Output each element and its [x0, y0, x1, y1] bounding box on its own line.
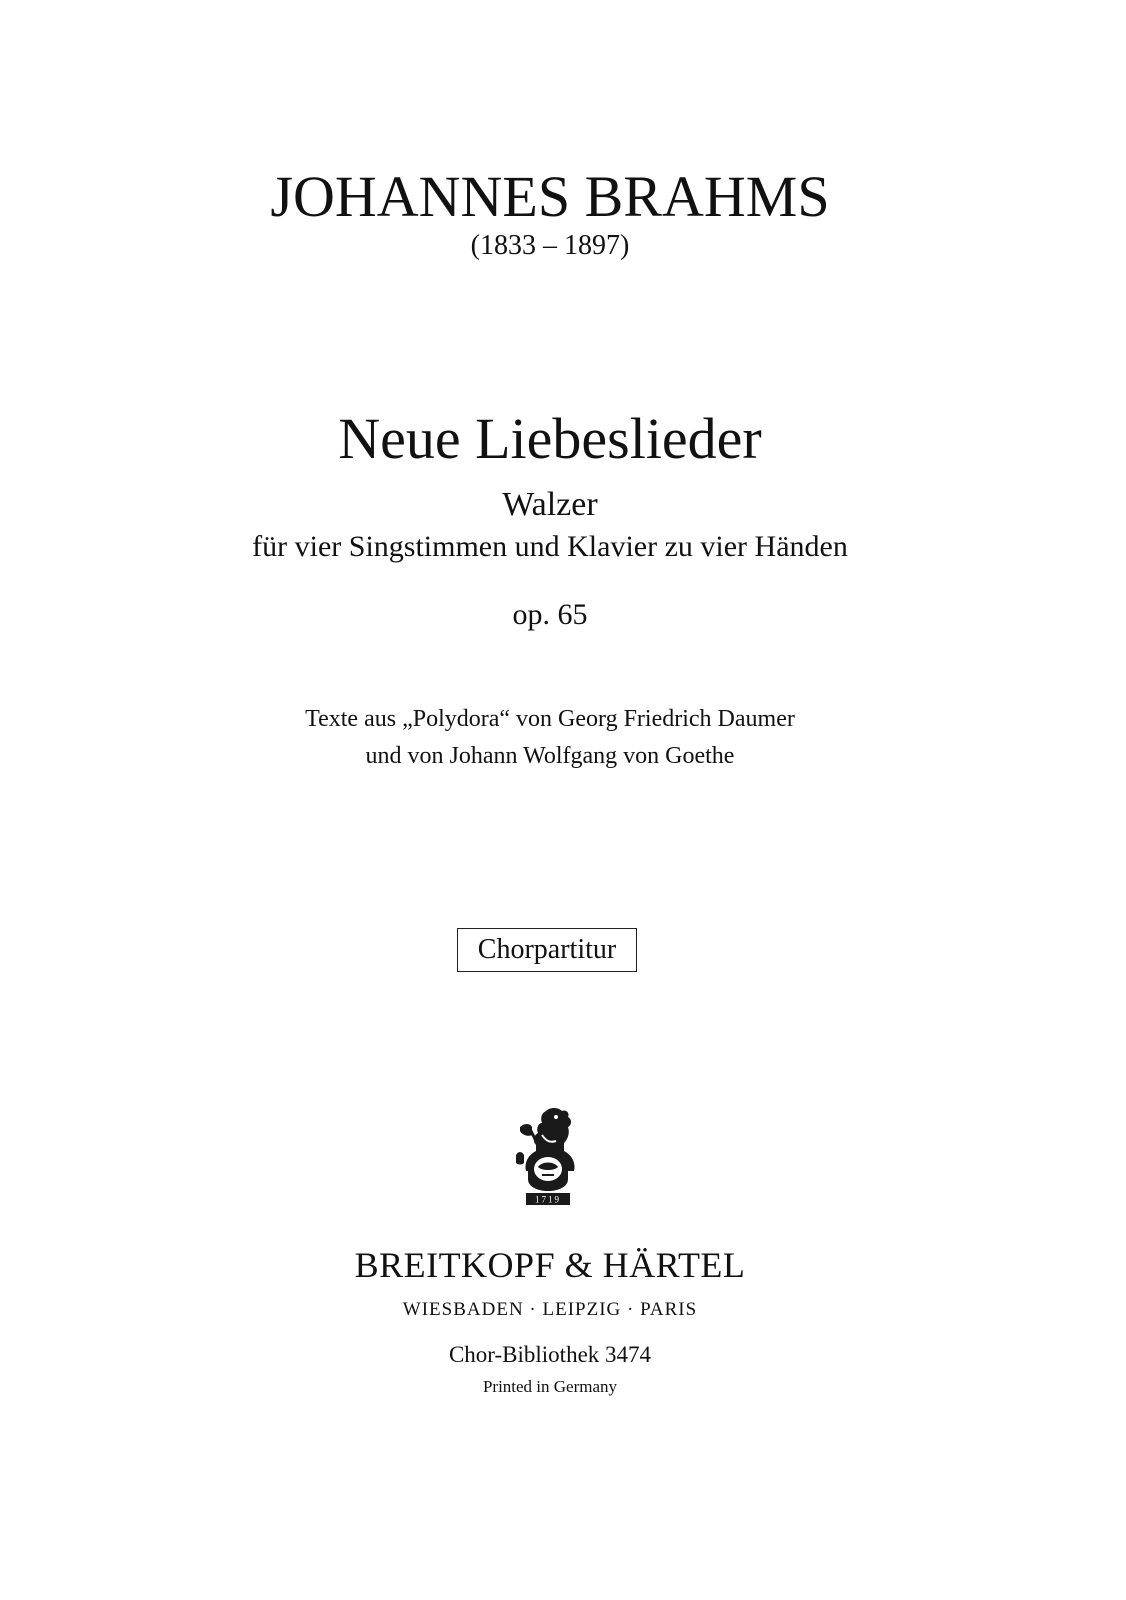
emblem-year: 1719	[535, 1194, 561, 1205]
work-subtitle: Walzer	[502, 486, 598, 523]
publisher-name: BREITKOPF & HÄRTEL	[354, 1245, 746, 1285]
work-scoring: für vier Singstimmen und Klavier zu vier Händen	[252, 530, 848, 563]
catalog-number: Chor-Bibliothek 3474	[448, 1342, 652, 1367]
opus-number: op. 65	[512, 598, 588, 631]
composer-dates: (1833 – 1897)	[470, 230, 630, 261]
printed-note: Printed in Germany	[482, 1377, 618, 1396]
text-source-line-2: und von Johann Wolfgang von Goethe	[365, 743, 735, 769]
publisher-emblem-icon	[506, 1105, 590, 1209]
edition-label-box	[457, 928, 637, 972]
text-source-line-1: Texte aus „Polydora“ von Georg Friedrich Daumer	[305, 706, 795, 732]
work-title: Neue Liebeslieder	[338, 406, 762, 471]
publisher-cities: WIESBADEN · LEIPZIG · PARIS	[402, 1299, 698, 1320]
composer-name: JOHANNES BRAHMS	[270, 164, 830, 229]
edition-label: Chorpartitur	[477, 934, 617, 965]
